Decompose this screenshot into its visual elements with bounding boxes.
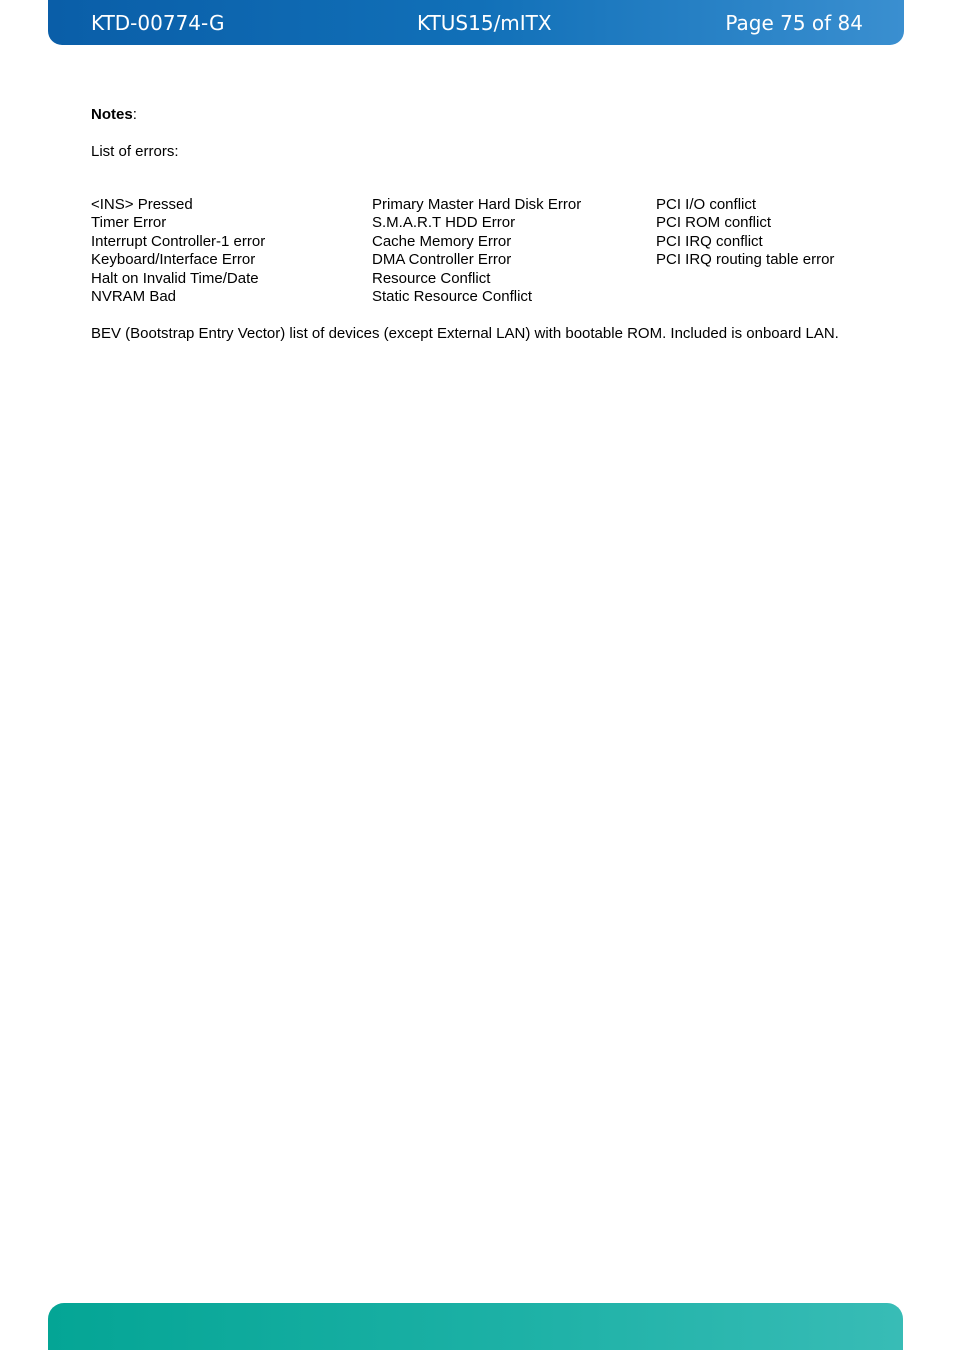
error-item: PCI ROM conflict	[656, 214, 772, 232]
error-item: Keyboard/Interface Error	[91, 251, 256, 269]
error-item: PCI IRQ conflict	[656, 232, 763, 250]
error-list-column-1	[91, 196, 265, 306]
error-item: Static Resource Conflict	[372, 287, 533, 305]
notes-label: Notes	[91, 106, 133, 123]
notes-colon: :	[132, 106, 137, 123]
bev-description: BEV (Bootstrap Entry Vector) list of devices (except External LAN) with bootable ROM. Included is onboard LAN.	[91, 325, 839, 342]
error-item: <INS> Pressed	[91, 196, 193, 213]
page-number: Page 75 of 84	[725, 11, 863, 35]
error-item: Interrupt Controller-1 error	[91, 232, 266, 250]
error-item: PCI IRQ routing table error	[656, 251, 835, 269]
notes-heading	[91, 106, 137, 125]
page-header	[48, 0, 904, 45]
error-item: PCI I/O conflict	[656, 196, 757, 213]
error-item: Cache Memory Error	[372, 232, 512, 250]
error-item: S.M.A.R.T HDD Error	[372, 214, 516, 232]
error-item: DMA Controller Error	[372, 251, 512, 269]
error-list-intro: List of errors:	[91, 143, 179, 160]
error-item: Primary Master Hard Disk Error	[372, 196, 582, 213]
page-footer	[48, 1303, 903, 1350]
error-item: Halt on Invalid Time/Date	[91, 269, 259, 287]
error-item: NVRAM Bad	[91, 287, 177, 305]
document-id: KTD-00774-G	[91, 11, 225, 35]
error-list-column-2	[372, 196, 581, 306]
error-item: Timer Error	[91, 214, 167, 232]
error-list-column-3	[656, 196, 834, 270]
error-item: Resource Conflict	[372, 269, 491, 287]
product-name: KTUS15/mITX	[417, 11, 552, 35]
